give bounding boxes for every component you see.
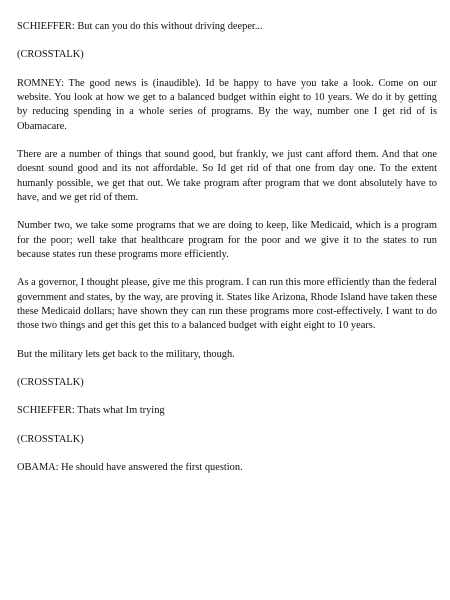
crosstalk-note: (CROSSTALK) [17, 433, 84, 445]
schieffer-reply: SCHIEFFER: Thats what Im trying [17, 405, 165, 417]
crosstalk-note: (CROSSTALK) [17, 49, 84, 61]
crosstalk-note: (CROSSTALK) [17, 377, 84, 388]
schieffer-question: SCHIEFFER: But can you do this without driving deeper... [17, 21, 263, 32]
romney-military: But the military lets get back to the military, though. [17, 348, 235, 360]
romney-governor: As a governor, I thought please, give me this program. I can run this more efficiently than the federal government and states, by the way, are proving it. States like Arizona, Rhode Island have taken these these Medicaid dollars; have shown they can run these programs more cost-effectively. I want to do those two things and get this get this to a balanced budget with eight eight to 10 years. [17, 277, 437, 332]
romney-medicaid: Number two, we take some programs that we are doing to keep, like Medicaid, which is a program for the poor; well take that healthcare program for the poor and we give it to the states to run because states run these programs more efficiently. [17, 220, 437, 260]
transcript-page [17, 20, 437, 490]
romney-affordability: There are a number of things that sound good, but frankly, we just cant afford them. And that one doesnt sound good and its not affordable. So Id get rid of that one from day one. To the extent humanly possible, we get that out. We take program after program that we dont absolutely have to have, and we get rid of them. [17, 149, 437, 203]
romney-response: ROMNEY: The good news is (inaudible). Id be happy to have you take a look. Come on our website. You look at how we get to a balanced budget within eight to 10 years. We do it by getting by reducing spending in a whole series of programs. By the way, number one I get rid of is Obamacare. [17, 77, 437, 132]
obama-remark: OBAMA: He should have answered the first question. [17, 462, 243, 474]
